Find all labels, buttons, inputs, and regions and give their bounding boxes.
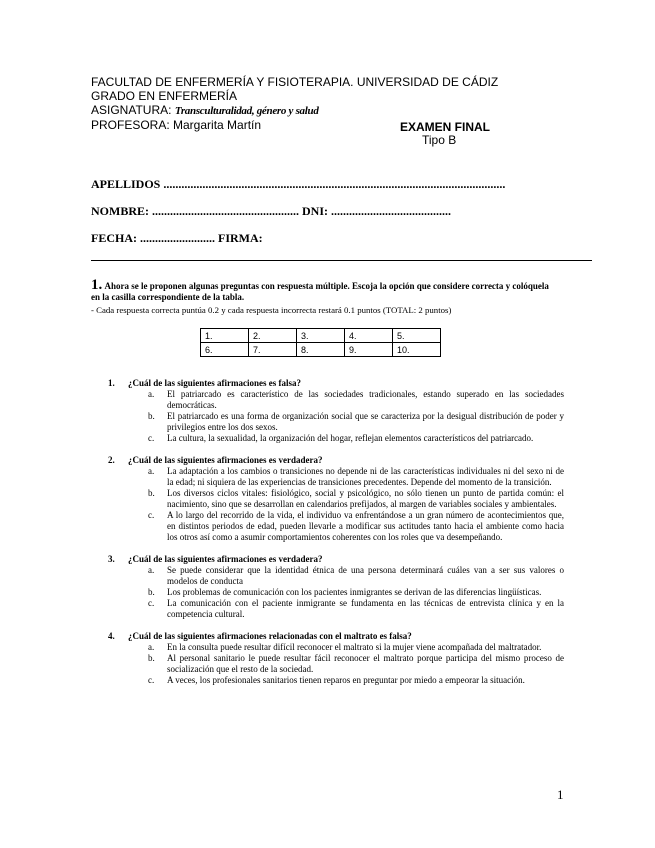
degree-line: GRADO EN ENFERMERÍA bbox=[91, 89, 238, 103]
answer-cell[interactable]: 5. bbox=[393, 329, 441, 343]
option bbox=[148, 653, 564, 675]
answer-cell[interactable]: 8. bbox=[297, 343, 345, 357]
fecha-firma-field: FECHA: ......................... FIRMA: bbox=[91, 231, 263, 245]
answer-cell[interactable]: 1. bbox=[201, 329, 249, 343]
subject-label: ASIGNATURA: bbox=[91, 103, 172, 117]
apellidos-field: APELLIDOS .................................................................................................................. bbox=[91, 177, 506, 191]
option-text: La comunicación con el paciente inmigrante se fundamenta en las técnicas de entrevista clínica y en la competencia cultural. bbox=[167, 598, 564, 619]
option bbox=[148, 411, 564, 433]
answer-cell[interactable]: 10. bbox=[393, 343, 441, 357]
question-number: 3. bbox=[108, 554, 115, 564]
question bbox=[108, 455, 564, 543]
option-text: En la consulta puede resultar difícil reconocer el maltrato si la mujer viene acompañada del maltratador. bbox=[167, 642, 542, 652]
option-text: Al personal sanitario le puede resultar fácil reconocer el maltrato porque participa del mismo proceso de socialización que el resto de la sociedad. bbox=[167, 653, 564, 674]
answer-cell[interactable]: 6. bbox=[201, 343, 249, 357]
option-letter: c. bbox=[148, 433, 155, 443]
option-letter: b. bbox=[148, 411, 155, 421]
section-number: 1. bbox=[91, 277, 103, 293]
faculty-line: FACULTAD DE ENFERMERÍA Y FISIOTERAPIA. UNIVERSIDAD DE CÁDIZ bbox=[91, 75, 499, 89]
answer-cell[interactable]: 9. bbox=[345, 343, 393, 357]
answer-cell[interactable]: 4. bbox=[345, 329, 393, 343]
question bbox=[108, 378, 564, 444]
question-list bbox=[108, 378, 564, 697]
question-number: 2. bbox=[108, 455, 115, 465]
question-heading bbox=[108, 554, 564, 565]
option-text: Los problemas de comunicación con los pacientes inmigrantes se derivan de las diferencias lingüísticas. bbox=[167, 587, 542, 597]
option bbox=[148, 488, 564, 510]
question-heading bbox=[108, 455, 564, 466]
option bbox=[148, 466, 564, 488]
answer-table bbox=[200, 328, 441, 357]
section-1-heading bbox=[91, 277, 551, 303]
question-heading bbox=[108, 631, 564, 642]
answer-cell[interactable]: 2. bbox=[249, 329, 297, 343]
option bbox=[148, 389, 564, 411]
option-text: La cultura, la sexualidad, la organización del hogar, reflejan elementos característicos del patriarcado. bbox=[167, 433, 534, 443]
option-letter: b. bbox=[148, 653, 155, 663]
option-letter: a. bbox=[148, 565, 155, 575]
document-header bbox=[91, 75, 591, 132]
question bbox=[108, 631, 564, 686]
professor-line: PROFESORA: Margarita Martín bbox=[91, 118, 262, 132]
option-letter: c. bbox=[148, 510, 155, 520]
option bbox=[148, 598, 564, 620]
question-number: 1. bbox=[108, 378, 115, 388]
option-letter: c. bbox=[148, 598, 155, 608]
question-text: ¿Cuál de las siguientes afirmaciones es verdadera? bbox=[128, 554, 323, 564]
option bbox=[148, 565, 564, 587]
question-text: ¿Cuál de las siguientes afirmaciones es verdadera? bbox=[128, 455, 323, 465]
option-text: La adaptación a los cambios o transiciones no depende ni de las características individuales ni del sexo ni de la edad; ni siquiera de las experiencias de transiciones precedentes. Depende del momento de la transición. bbox=[167, 466, 564, 487]
question-text: ¿Cuál de las siguientes afirmaciones relacionadas con el maltrato es falsa? bbox=[128, 631, 412, 641]
question-number: 4. bbox=[108, 631, 115, 641]
exam-type: Tipo B bbox=[422, 133, 457, 147]
option-text: A veces, los profesionales sanitarios tienen reparos en preguntar por miedo a empeorar la situación. bbox=[167, 675, 525, 685]
option-letter: a. bbox=[148, 466, 155, 476]
answer-row bbox=[201, 343, 441, 357]
nombre-dni-field: NOMBRE: ................................................. DNI: ........................................ bbox=[91, 204, 451, 218]
question-text: ¿Cuál de las siguientes afirmaciones es falsa? bbox=[128, 378, 301, 388]
section-intro: Ahora se le proponen algunas preguntas con respuesta múltiple. Escoja la opción que considere correcta y colóquela en la casilla correspondiente de la tabla. bbox=[91, 281, 549, 302]
option bbox=[148, 675, 564, 686]
option bbox=[148, 642, 564, 653]
page-number: 1 bbox=[557, 787, 564, 802]
option bbox=[148, 587, 564, 598]
question bbox=[108, 554, 564, 620]
answer-row bbox=[201, 329, 441, 343]
question-heading bbox=[108, 378, 564, 389]
option bbox=[148, 510, 564, 543]
section-divider bbox=[91, 260, 592, 261]
scoring-instruction: - Cada respuesta correcta puntúa 0.2 y cada respuesta incorrecta restará 0.1 puntos (TOTAL: 2 puntos) bbox=[91, 305, 452, 315]
exam-title: EXAMEN FINAL bbox=[400, 120, 490, 134]
option-letter: b. bbox=[148, 587, 155, 597]
option-letter: c. bbox=[148, 675, 155, 685]
option-letter: a. bbox=[148, 389, 155, 399]
subject-value: Transculturalidad, género y salud bbox=[174, 105, 319, 117]
option-text: Los diversos ciclos vitales: fisiológico, social y psicológico, no sólo tienen un punto de partida común: el nacimiento, sino que se desarrollan en calendarios prefijados, al margen de variables sociales y ambientales. bbox=[167, 488, 564, 509]
option-letter: a. bbox=[148, 642, 155, 652]
answer-cell[interactable]: 7. bbox=[249, 343, 297, 357]
option-text: El patriarcado es característico de las sociedades tradicionales, estando superado en las sociedades democráticas. bbox=[167, 389, 564, 410]
option-letter: b. bbox=[148, 488, 155, 498]
subject-line bbox=[91, 103, 591, 118]
option-text: El patriarcado es una forma de organización social que se caracteriza por la desigual distribución de poder y privilegios entre los dos sexos. bbox=[167, 411, 564, 432]
option bbox=[148, 433, 564, 444]
option-text: A lo largo del recorrido de la vida, el individuo va enfrentándose a un gran número de acontecimientos que, en distintos periodos de edad, pueden llevarle a modificar sus actitudes tanto hacia el ambiente como hacia los otros así como a asumir comportamientos coherentes con los roles que va desempeñando. bbox=[167, 510, 564, 542]
answer-cell[interactable]: 3. bbox=[297, 329, 345, 343]
option-text: Se puede considerar que la identidad étnica de una persona determinará cuáles van a ser sus valores o modelos de conducta bbox=[167, 565, 564, 586]
